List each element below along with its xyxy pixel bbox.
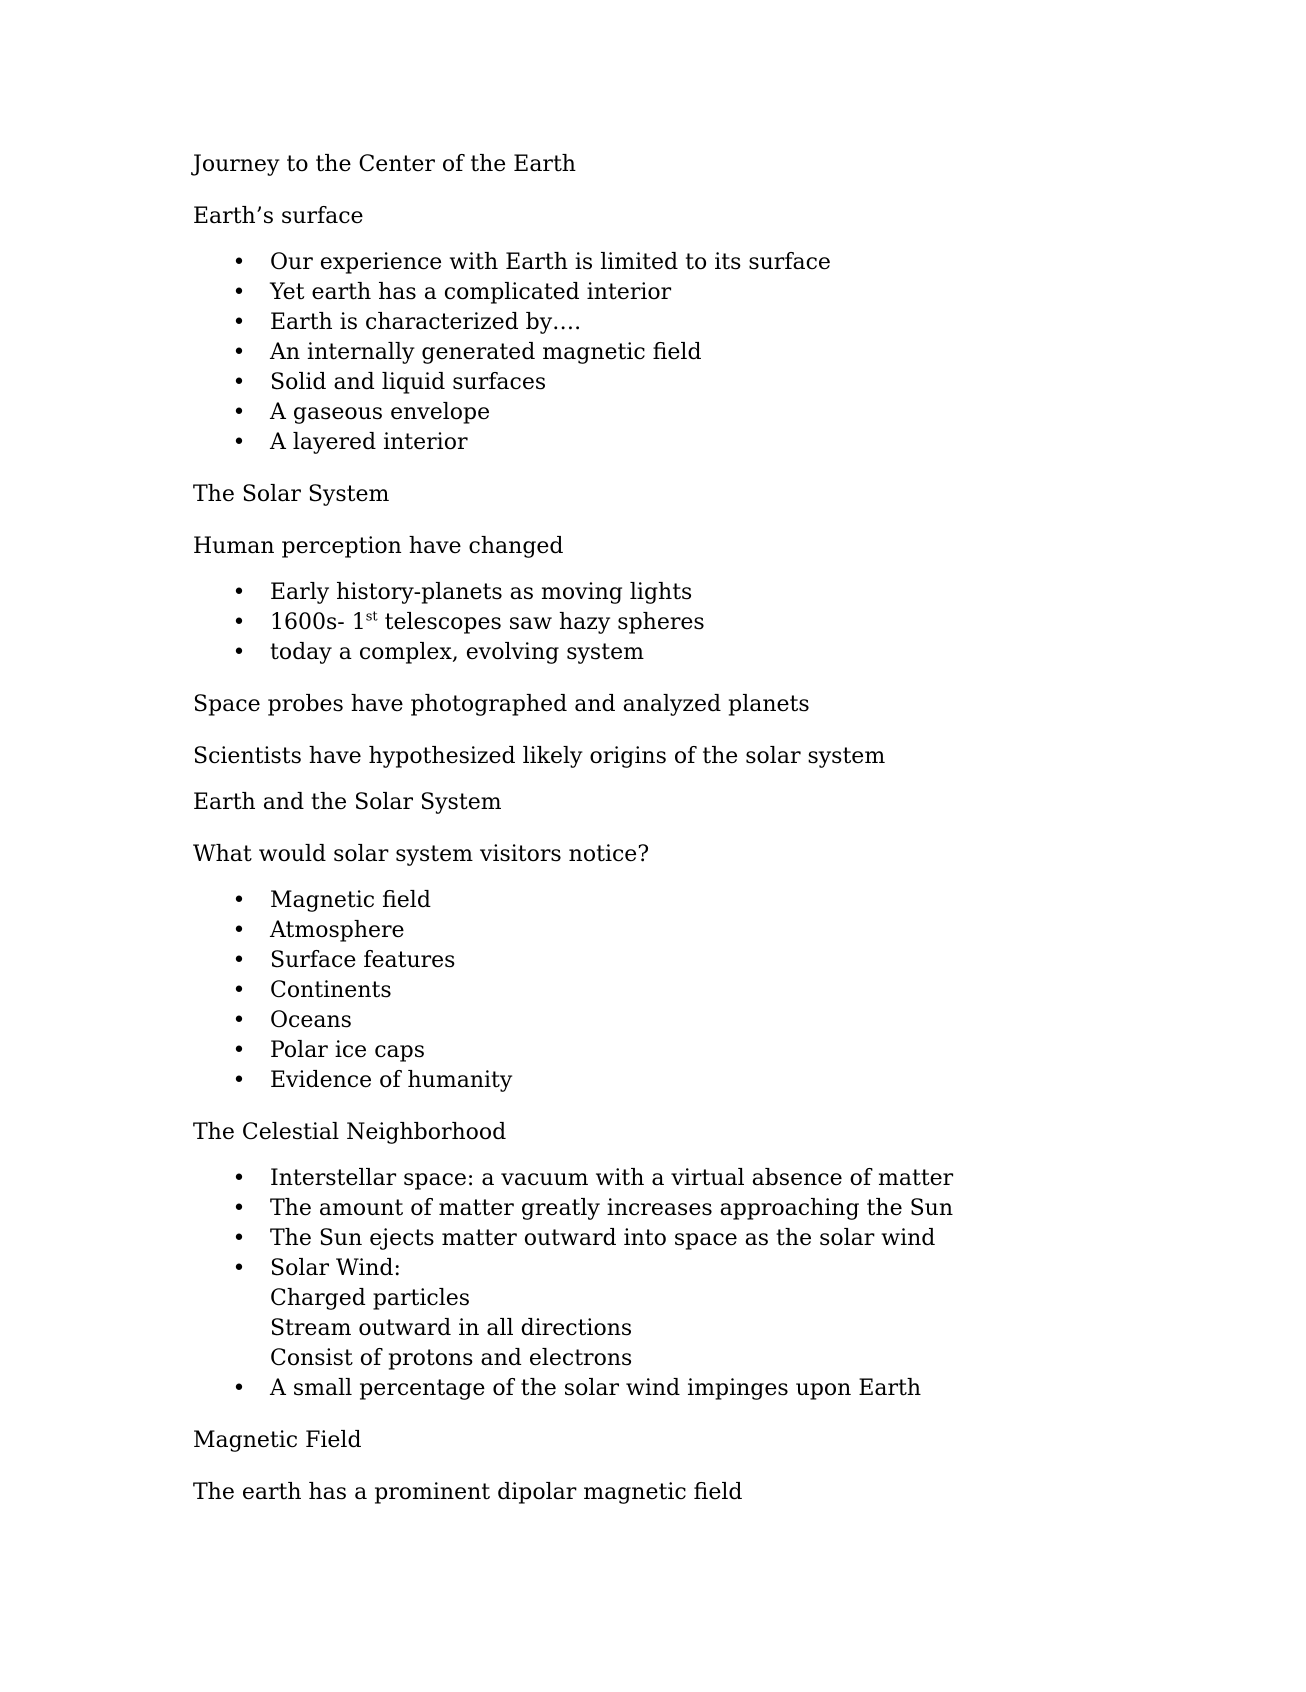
section-heading-celestial-neighborhood: The Celestial Neighborhood xyxy=(193,1120,507,1145)
section-heading-earths-surface: Earth’s surface xyxy=(193,204,364,229)
list-item: • Surface features xyxy=(193,946,1193,976)
subheading-human-perception: Human perception have changed xyxy=(193,534,564,559)
bullet-icon: • xyxy=(232,250,246,275)
list-item: • Solid and liquid surfaces xyxy=(193,368,1193,398)
list-item: • Polar ice caps xyxy=(193,1036,1193,1066)
list-item: • The amount of matter greatly increases approaching the Sun xyxy=(193,1194,1193,1224)
sub-line: Stream outward in all directions xyxy=(270,1316,633,1341)
section-heading-magnetic-field: Magnetic Field xyxy=(193,1428,362,1453)
list-item: • A gaseous envelope xyxy=(193,398,1193,428)
list-item: • 1600s- 1st telescopes saw hazy spheres xyxy=(193,608,1193,638)
list-item: • Early history-planets as moving lights xyxy=(193,578,1193,608)
bullet-icon: • xyxy=(232,918,246,943)
bullet-icon: • xyxy=(232,948,246,973)
superscript-ordinal: st xyxy=(365,609,378,625)
list-item: • Solar Wind: Charged particles Stream outward in all directions Consist of protons and electrons xyxy=(193,1254,1193,1374)
list-item: • An internally generated magnetic field xyxy=(193,338,1193,368)
bullet-icon: • xyxy=(232,1226,246,1251)
bullet-icon: • xyxy=(232,580,246,605)
sub-line: Charged particles xyxy=(270,1286,471,1311)
list-item: • Yet earth has a complicated interior xyxy=(193,278,1193,308)
paragraph-origins: Scientists have hypothesized likely origins of the solar system xyxy=(193,744,886,769)
list-item: • Oceans xyxy=(193,1006,1193,1036)
list-item: • today a complex, evolving system xyxy=(193,638,1193,668)
bullet-icon: • xyxy=(232,400,246,425)
bullet-list-human-perception xyxy=(193,578,1193,668)
bullet-icon: • xyxy=(232,1038,246,1063)
list-item: • The Sun ejects matter outward into space as the solar wind xyxy=(193,1224,1193,1254)
list-item: • Our experience with Earth is limited to its surface xyxy=(193,248,1193,278)
section-heading-earth-and-solar-system: Earth and the Solar System xyxy=(193,790,502,815)
document-body xyxy=(193,150,1193,1508)
bullet-icon: • xyxy=(232,370,246,395)
list-item: • Magnetic field xyxy=(193,886,1193,916)
section-heading-solar-system: The Solar System xyxy=(193,482,390,507)
paragraph-dipolar-field: The earth has a prominent dipolar magnetic field xyxy=(193,1480,743,1505)
bullet-icon: • xyxy=(232,310,246,335)
bullet-icon: • xyxy=(232,1376,246,1401)
bullet-icon: • xyxy=(232,978,246,1003)
paragraph-space-probes: Space probes have photographed and analyzed planets xyxy=(193,692,810,717)
bullet-icon: • xyxy=(232,610,246,635)
bullet-icon: • xyxy=(232,640,246,665)
bullet-icon: • xyxy=(232,340,246,365)
bullet-icon: • xyxy=(232,1196,246,1221)
list-item: • Continents xyxy=(193,976,1193,1006)
subheading-visitors-notice: What would solar system visitors notice? xyxy=(193,842,650,867)
document-title: Journey to the Center of the Earth xyxy=(193,152,576,177)
list-item: • Earth is characterized by…. xyxy=(193,308,1193,338)
list-item: • A layered interior xyxy=(193,428,1193,458)
bullet-icon: • xyxy=(232,1008,246,1033)
sub-line: Consist of protons and electrons xyxy=(270,1346,633,1371)
bullet-list-earths-surface xyxy=(193,248,1193,458)
bullet-list-visitors-notice xyxy=(193,886,1193,1096)
bullet-list-celestial-neighborhood xyxy=(193,1164,1193,1404)
list-item: • A small percentage of the solar wind impinges upon Earth xyxy=(193,1374,1193,1404)
list-item: • Interstellar space: a vacuum with a virtual absence of matter xyxy=(193,1164,1193,1194)
bullet-icon: • xyxy=(232,1068,246,1093)
bullet-icon: • xyxy=(232,1166,246,1191)
bullet-icon: • xyxy=(232,280,246,305)
bullet-icon: • xyxy=(232,1256,246,1281)
bullet-icon: • xyxy=(232,430,246,455)
list-item: • Atmosphere xyxy=(193,916,1193,946)
list-item: • Evidence of humanity xyxy=(193,1066,1193,1096)
bullet-icon: • xyxy=(232,888,246,913)
